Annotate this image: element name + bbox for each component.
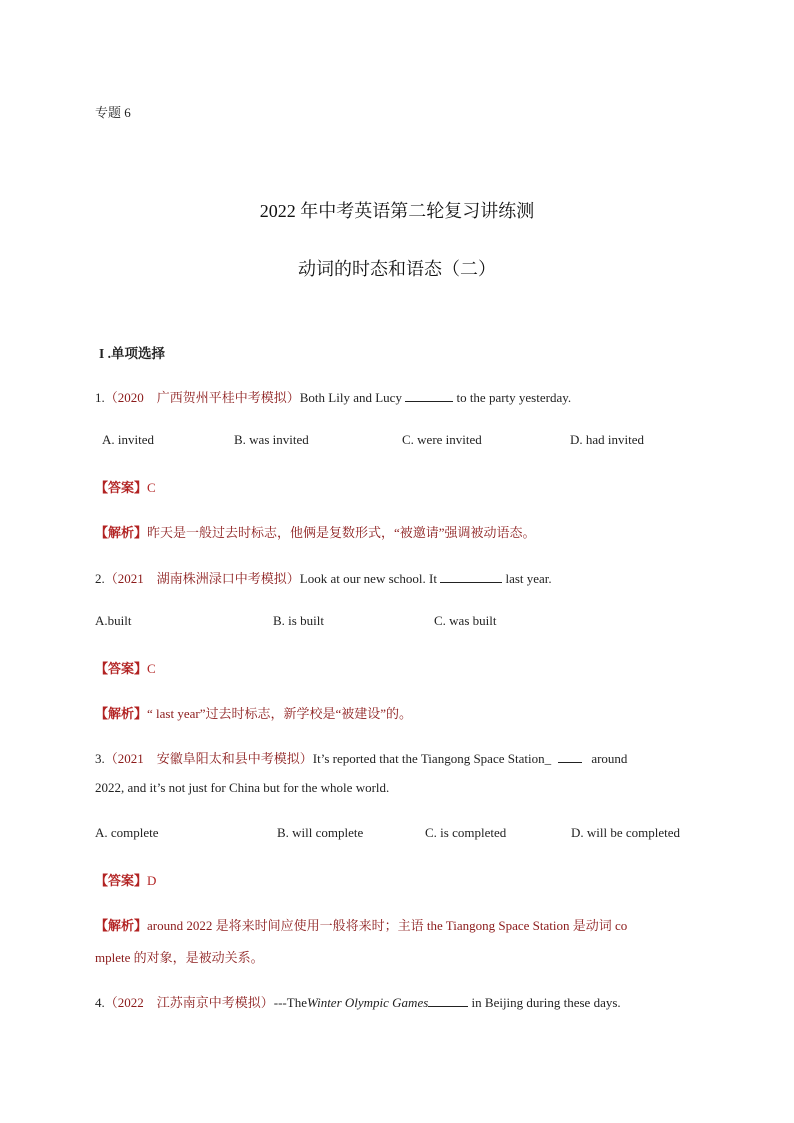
- option-a: A. invited: [102, 432, 154, 447]
- explanation-line: [95, 703, 412, 722]
- explanation-line: [95, 522, 536, 541]
- answer-tag: 【答案】: [95, 661, 148, 676]
- question-4: [95, 992, 621, 1011]
- question-source: （2022 江苏南京中考模拟）: [104, 995, 274, 1010]
- option-c: C. was built: [434, 613, 497, 628]
- answer-tag: 【答案】: [95, 480, 148, 495]
- question-text-end: in Beijing during these days.: [468, 995, 621, 1010]
- topic-label: 专题 6: [95, 105, 131, 120]
- explanation-tag: 【解析】: [95, 918, 148, 933]
- question-text: It’s reported that the Tiangong Space Station_: [312, 751, 552, 766]
- answer-value: C: [147, 661, 156, 676]
- question-1: [95, 387, 571, 406]
- explanation-line-2: mplete 的对象，是被动关系。: [95, 950, 264, 965]
- question-text: Both Lily and Lucy: [299, 390, 406, 405]
- option-a: A. complete: [95, 825, 159, 840]
- document-subtitle: 动词的时态和语态（二）: [298, 259, 496, 279]
- explanation-text: around 2022 是将来时间应使用一般将来时；主语 the Tiangong Space Station 是动词 co: [147, 918, 628, 933]
- question-3-line-2: 2022, and it’s not just for China but for the whole world.: [95, 780, 390, 795]
- question-text-italic: Winter Olympic Games: [306, 995, 429, 1010]
- option-c: C. is completed: [425, 825, 507, 840]
- answer-line: [95, 658, 156, 677]
- question-number: 2.: [95, 571, 105, 586]
- answer-blank: [405, 391, 453, 402]
- answer-blank: [558, 752, 582, 763]
- question-source: （2021 安徽阜阳太和县中考模拟）: [104, 751, 313, 766]
- question-text-end: to the party yesterday.: [453, 390, 572, 405]
- answer-value: C: [147, 480, 156, 495]
- explanation-text: 昨天是一般过去时标志，他俩是复数形式，“被邀请”强调被动语态。: [147, 525, 536, 540]
- answer-line: [95, 477, 156, 496]
- option-b: B. will complete: [277, 825, 364, 840]
- explanation-tag: 【解析】: [95, 525, 148, 540]
- question-number: 3.: [95, 751, 105, 766]
- question-text-end: around: [591, 751, 628, 766]
- question-number: 1.: [95, 390, 105, 405]
- question-number: 4.: [95, 995, 105, 1010]
- answer-tag: 【答案】: [95, 873, 148, 888]
- explanation-line: [95, 915, 627, 934]
- question-text: ---The: [273, 995, 307, 1010]
- option-d: D. will be completed: [571, 825, 681, 840]
- option-b: B. was invited: [234, 432, 309, 447]
- answer-blank: [440, 572, 502, 583]
- option-c: C. were invited: [402, 432, 482, 447]
- question-source: （2020 广西贺州平桂中考模拟）: [104, 390, 300, 405]
- question-text: Look at our new school. It: [299, 571, 441, 586]
- question-2: [95, 568, 552, 587]
- answer-value: D: [147, 873, 157, 888]
- section-heading: I .单项选择: [99, 346, 166, 361]
- question-source: （2021 湖南株洲渌口中考模拟）: [104, 571, 300, 586]
- answer-line: [95, 870, 156, 889]
- option-d: D. had invited: [570, 432, 645, 447]
- option-b: B. is built: [273, 613, 324, 628]
- question-3: [95, 748, 627, 767]
- option-a: A.built: [95, 613, 132, 628]
- answer-blank: [428, 996, 468, 1007]
- document-title: 2022 年中考英语第二轮复习讲练测: [259, 201, 535, 221]
- explanation-tag: 【解析】: [95, 706, 148, 721]
- explanation-text: “ last year”过去时标志，新学校是“被建设”的。: [147, 706, 413, 721]
- question-text-end: last year.: [502, 571, 552, 586]
